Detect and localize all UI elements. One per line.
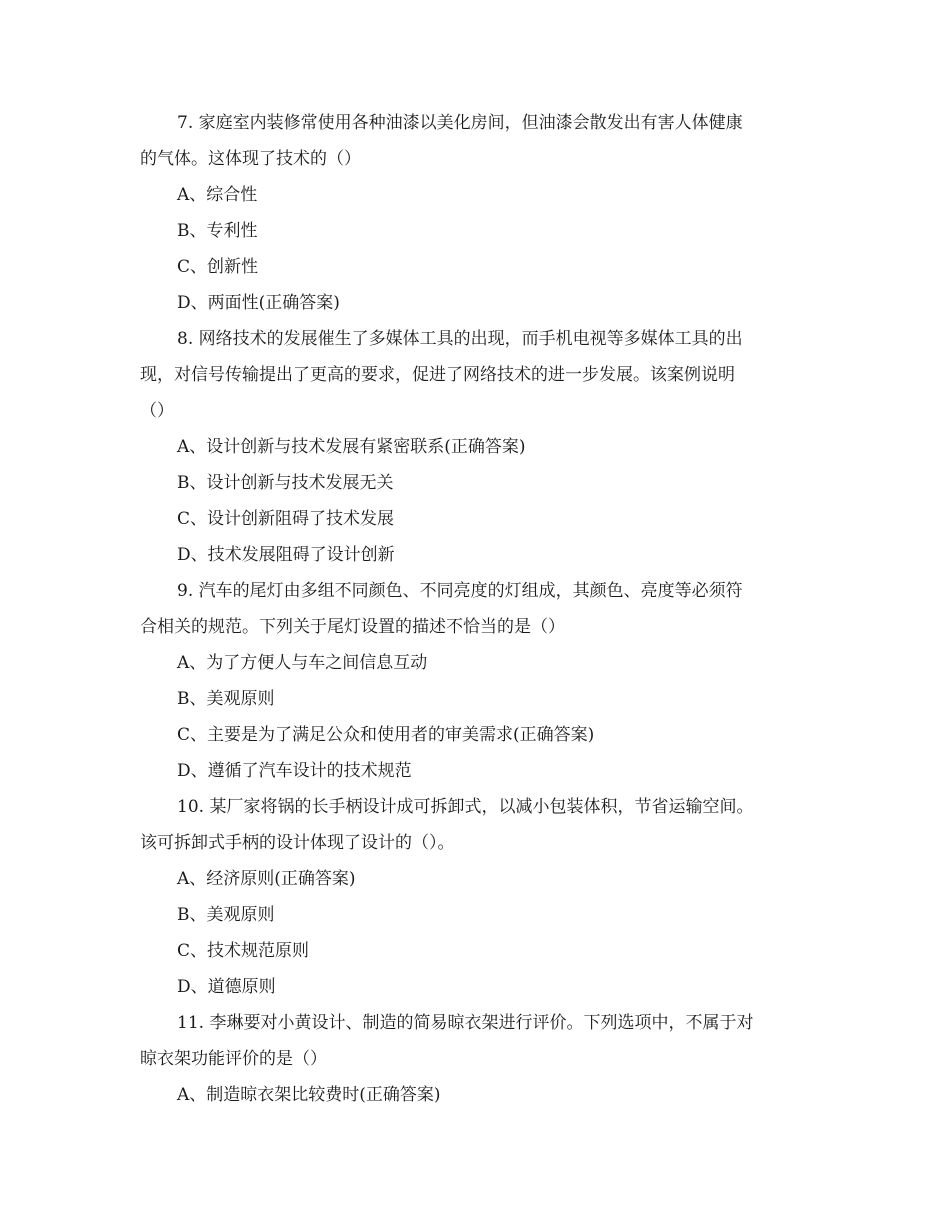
- option-b: B、设计创新与技术发展无关: [177, 473, 394, 493]
- question-8: [0, 321, 950, 573]
- option-c: C、设计创新阻碍了技术发展: [177, 509, 395, 529]
- option-b: B、美观原则: [177, 905, 275, 925]
- question-text-line: 7. 家庭室内装修常使用各种油漆以美化房间，但油漆会散发出有害人体健康: [177, 113, 743, 133]
- question-text-line: 的气体。这体现了技术的（）: [140, 149, 361, 169]
- question-text-line: 该可拆卸式手柄的设计体现了设计的（）。: [140, 833, 455, 853]
- option-d: D、两面性(正确答案): [177, 293, 340, 313]
- option-b: B、美观原则: [177, 689, 275, 709]
- option-c: C、创新性: [177, 257, 259, 277]
- question-text-line: 10. 某厂家将锅的长手柄设计成可拆卸式，以减小包装体积，节省运输空间。: [177, 797, 754, 817]
- question-10: [0, 789, 950, 1005]
- question-7: [0, 105, 950, 321]
- option-b: B、专利性: [177, 221, 258, 241]
- option-d: D、技术发展阻碍了设计创新: [177, 545, 395, 565]
- option-d: D、遵循了汽车设计的技术规范: [177, 761, 412, 781]
- question-text-line: 8. 网络技术的发展催生了多媒体工具的出现，而手机电视等多媒体工具的出: [177, 329, 743, 349]
- question-text-line: 9. 汽车的尾灯由多组不同颜色、不同亮度的灯组成，其颜色、亮度等必须符: [177, 581, 743, 601]
- option-c: C、主要是为了满足公众和使用者的审美需求(正确答案): [177, 725, 595, 745]
- option-a: A、为了方便人与车之间信息互动: [177, 653, 428, 673]
- option-a: A、制造晾衣架比较费时(正确答案): [177, 1085, 441, 1105]
- question-text-line: 现，对信号传输提出了更高的要求，促进了网络技术的进一步发展。该案例说明: [140, 365, 735, 385]
- question-text-line: 合相关的规范。下列关于尾灯设置的描述不恰当的是（）: [140, 617, 565, 637]
- option-a: A、设计创新与技术发展有紧密联系(正确答案): [177, 437, 526, 457]
- question-9: [0, 573, 950, 789]
- question-text-line: （）: [140, 401, 174, 421]
- option-a: A、综合性: [177, 185, 258, 205]
- option-d: D、道德原则: [177, 977, 276, 997]
- question-text-line: 晾衣架功能评价的是（）: [140, 1049, 327, 1069]
- option-c: C、技术规范原则: [177, 941, 310, 961]
- option-a: A、经济原则(正确答案): [177, 869, 356, 889]
- question-11: [0, 1005, 950, 1113]
- question-text-line: 11. 李琳要对小黄设计、制造的简易晾衣架进行评价。下列选项中，不属于对: [177, 1013, 754, 1033]
